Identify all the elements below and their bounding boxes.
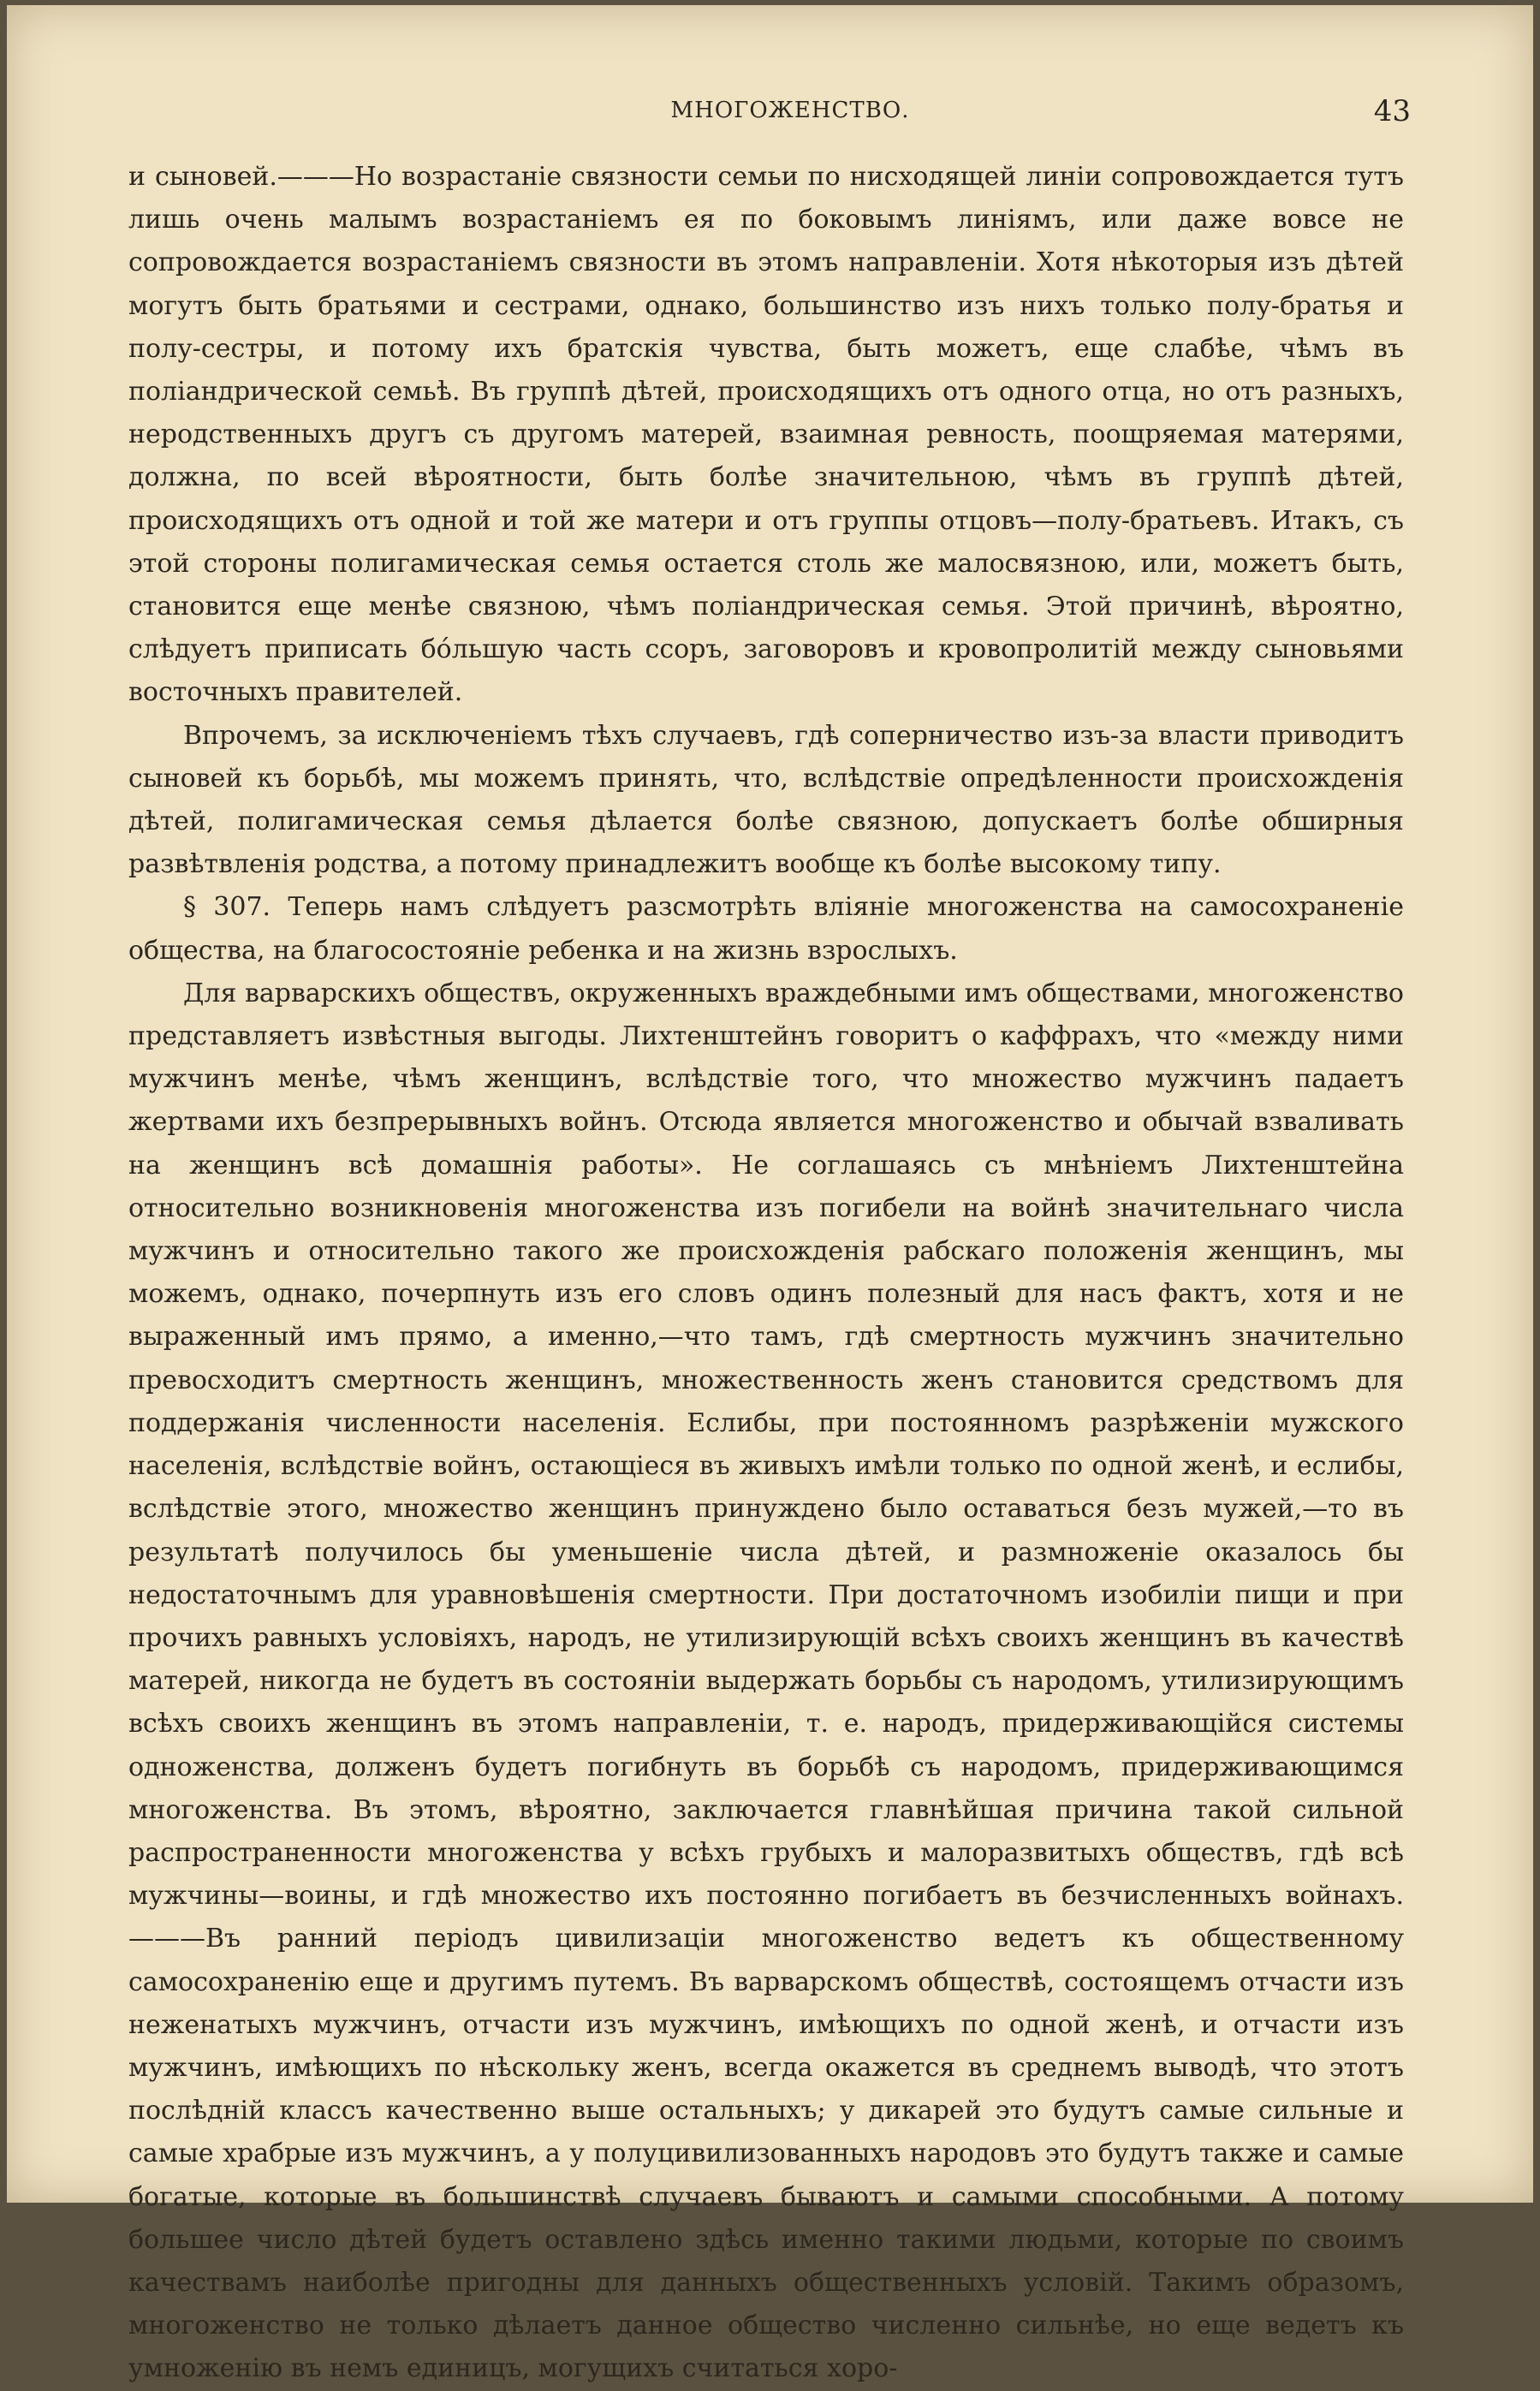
paragraph: Для варварскихъ обществъ, окруженныхъ враждебными имъ обществами, многоженство представляетъ извѣстныя выгоды. Лихтенштейнъ говоритъ о каффрахъ, что «между ними мужчинъ менѣе, чѣмъ женщинъ, вслѣдствiе того, что множество мужчинъ падаетъ жертвами ихъ безпрерывныхъ войнъ. Отсюда является многоженство и обычай взваливать на женщинъ всѣ домашнiя работы». Не соглашаясь съ мнѣнiемъ Лихтенштейна относительно возникновенiя многоженства изъ погибели на войнѣ значительнаго числа мужчинъ и относительно такого же происхожденiя рабскаго положенiя женщинъ, мы можемъ, однако, почерпнуть изъ его словъ одинъ полезный для насъ фактъ, хотя и не выраженный имъ прямо, а именно,—что тамъ, гдѣ смертность мужчинъ значительно превосходитъ смертность женщинъ, множественность женъ становится средствомъ для поддержанiя численности населенiя. Еслибы, при постоянномъ разрѣженiи мужского населенiя, вслѣдствiе войнъ, остающiеся въ живыхъ имѣли только по одной женѣ, и еслибы, вслѣдствiе этого, множество женщинъ принуждено было оставаться безъ мужей,—то въ результатѣ получилось бы уменьшенiе числа дѣтей, и размноженiе оказалось бы недостаточнымъ для уравновѣшенiя смертности. При достаточномъ изобилiи пищи и при прочихъ равныхъ условiяхъ, народъ, не утилизирующiй всѣхъ своихъ женщинъ въ качествѣ матерей, никогда не будетъ въ состоянiи выдержать борьбы съ народомъ, утилизирующимъ всѣхъ своихъ женщинъ въ этомъ направленiи, т. е. народъ, придерживающiйся системы одноженства, долженъ будетъ погибнуть въ борьбѣ съ народомъ, придерживающимся многоженства. Въ этомъ, вѣроятно, заключается главнѣйшая причина такой сильной распространенности многоженства у всѣхъ грубыхъ и малоразвитыхъ обществъ, гдѣ всѣ мужчины—воины, и гдѣ множество ихъ постоянно погибаетъ въ безчисленныхъ войнахъ.———Въ ранний перiодъ цивилизацiи многоженство ведетъ къ общественному самосохраненiю еще и другимъ путемъ. Въ варварскомъ обществѣ, состоящемъ отчасти изъ неженатыхъ мужчинъ, отчасти изъ мужчинъ, имѣющихъ по одной женѣ, и отчасти изъ мужчинъ, имѣющихъ по нѣскольку женъ, всегда окажется въ среднемъ выводѣ, что этотъ послѣднiй классъ качественно выше остальныхъ; у дикарей это будутъ самые сильные и самые храбрые изъ мужчинъ, а у полуцивилизованныхъ народовъ это будутъ также и самые богатые, которые въ большинствѣ случаевъ бываютъ и самыми способными. А потому большее число дѣтей будетъ оставлено здѣсь именно такими людьми, которые по своимъ качествамъ наиболѣе пригодны для данныхъ общественныхъ условiй. Такимъ образомъ, многоженство не только дѣлаетъ данное общество численно сильнѣе, но еще ведетъ къ умноженiю въ немъ единицъ, могущихъ считаться хоро- xyxy=(128,978,1404,2384)
paragraph-continuation: и сыновей.———Но возрастанiе связности семьи по нисходящей линiи сопровождается тутъ лишь очень малымъ возрастанiемъ ея по боковымъ линiямъ, или даже вовсе не сопровождается возрастанiемъ связности въ этомъ направленiи. Хотя нѣкоторыя изъ дѣтей могутъ быть братьями и сестрами, однако, большинство изъ нихъ только полу-братья и полу-сестры, и потому ихъ братскiя чувства, быть можетъ, еще слабѣе, чѣмъ въ полiандрической семьѣ. Въ группѣ дѣтей, происходящихъ отъ одного отца, но отъ разныхъ, неродственныхъ другъ съ другомъ матерей, взаимная ревность, поощряемая матерями, должна, по всей вѣроятности, быть болѣе значительною, чѣмъ въ группѣ дѣтей, происходящихъ отъ одной и той же матери и отъ группы отцовъ—полу-братьевъ. Итакъ, съ этой стороны полигамическая семья остается столь же малосвязною, или, можетъ быть, становится еще менѣе связною, чѣмъ полiандрическая семья. Этой причинѣ, вѣроятно, слѣдуетъ приписать бóльшую часть ссоръ, заговоровъ и кровопролитiй между сыновьями восточныхъ правителей. xyxy=(128,162,1404,708)
paragraph: Впрочемъ, за исключенiемъ тѣхъ случаевъ, гдѣ соперничество изъ-за власти приводитъ сыновей къ борьбѣ, мы можемъ принять, что, вслѣдствiе опредѣленности происхожденiя дѣтей, полигамическая семья дѣлается болѣе связною, допускаетъ болѣе обширныя развѣтвленiя родства, а потому принадлежитъ вообще къ болѣе высокому типу. xyxy=(128,720,1404,880)
book-page xyxy=(7,5,1533,2384)
page-number: 43 xyxy=(1373,94,1411,128)
section-paragraph: § 307. Теперь намъ слѣдуетъ разсмотрѣть влiянiе многоженства на самосохраненiе общества, на благосостоянiе ребенка и на жизнь взрослыхъ. xyxy=(128,892,1404,966)
running-title: МНОГОЖЕНСТВО. xyxy=(670,98,910,123)
body-text xyxy=(128,156,1404,2391)
running-header xyxy=(169,94,1411,132)
